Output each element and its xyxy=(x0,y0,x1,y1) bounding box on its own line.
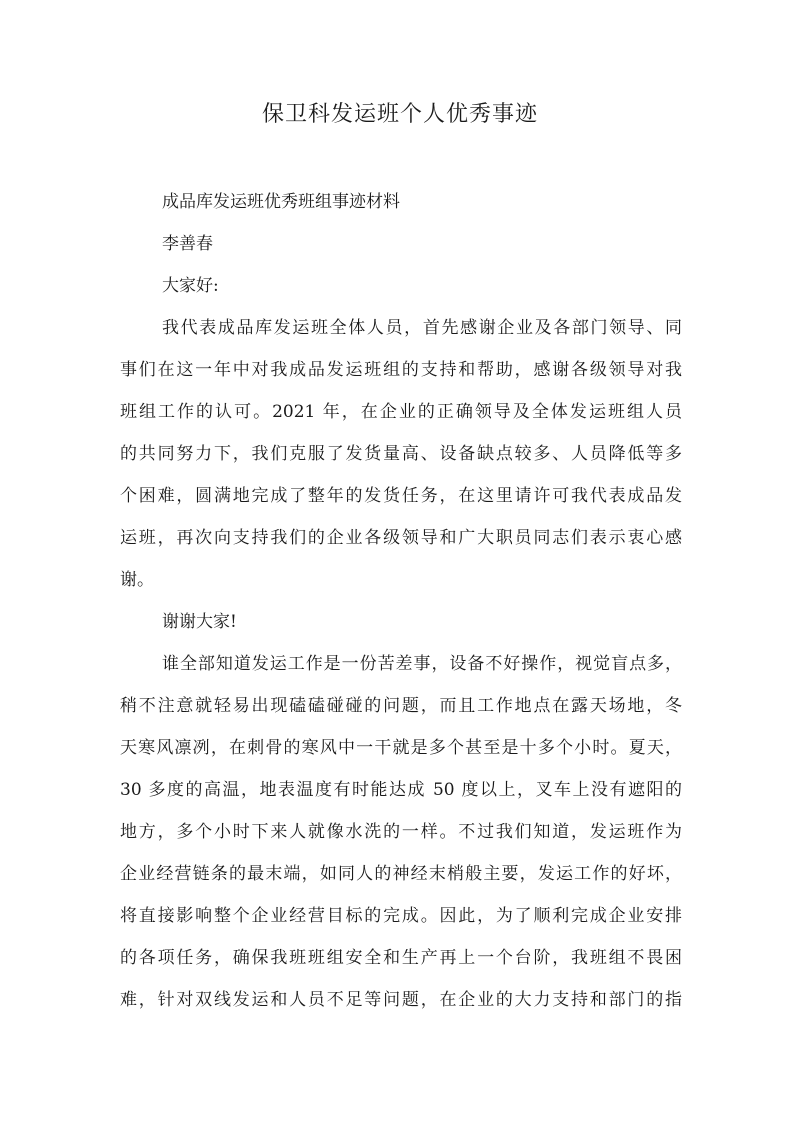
paragraph-line: 个困难，圆满地完成了整年的发货任务，在这里请许可我代表成品发 xyxy=(120,486,682,506)
paragraph-line: 将直接影响整个企业经营目标的完成。因此，为了顺利完成企业安排 xyxy=(120,906,682,926)
author-name: 李善春 xyxy=(162,234,213,254)
paragraph-line: 班组工作的认可。2021 年，在企业的正确领导及全体发运班组人员 xyxy=(120,402,682,422)
paragraph-line: 30 多度的高温，地表温度有时能达成 50 度以上，叉车上没有遮阳的 xyxy=(120,780,682,800)
greeting: 大家好: xyxy=(162,276,219,296)
thanks-line: 谢谢大家! xyxy=(162,612,237,632)
paragraph-line: 企业经营链条的最末端，如同人的神经末梢般主要，发运工作的好坏， xyxy=(120,864,682,884)
paragraph-line: 难，针对双线发运和人员不足等问题，在企业的大力支持和部门的指 xyxy=(120,990,682,1010)
paragraph-line: 地方，多个小时下来人就像水洗的一样。不过我们知道，发运班作为 xyxy=(120,822,682,842)
paragraph-line: 稍不注意就轻易出现磕磕碰碰的问题，而且工作地点在露天场地，冬 xyxy=(120,696,682,716)
paragraph-line: 天寒风凛冽，在刺骨的寒风中一干就是多个甚至是十多个小时。夏天， xyxy=(120,738,682,758)
paragraph-line: 谢。 xyxy=(120,570,154,590)
document-title: 保卫科发运班个人优秀事迹 xyxy=(261,102,538,127)
paragraph-line: 我代表成品库发运班全体人员，首先感谢企业及各部门领导、同 xyxy=(162,318,682,338)
paragraph-line: 的各项任务，确保我班班组安全和生产再上一个台阶，我班组不畏困 xyxy=(120,948,682,968)
paragraph-line: 运班，再次向支持我们的企业各级领导和广大职员同志们表示衷心感 xyxy=(120,528,682,548)
paragraph-line: 谁全部知道发运工作是一份苦差事，设备不好操作，视觉盲点多， xyxy=(162,654,682,674)
paragraph-line: 的共同努力下，我们克服了发货量高、设备缺点较多、人员降低等多 xyxy=(120,444,682,464)
paragraph-line: 事们在这一年中对我成品发运班组的支持和帮助，感谢各级领导对我 xyxy=(120,360,682,380)
document-subtitle: 成品库发运班优秀班组事迹材料 xyxy=(162,192,400,212)
